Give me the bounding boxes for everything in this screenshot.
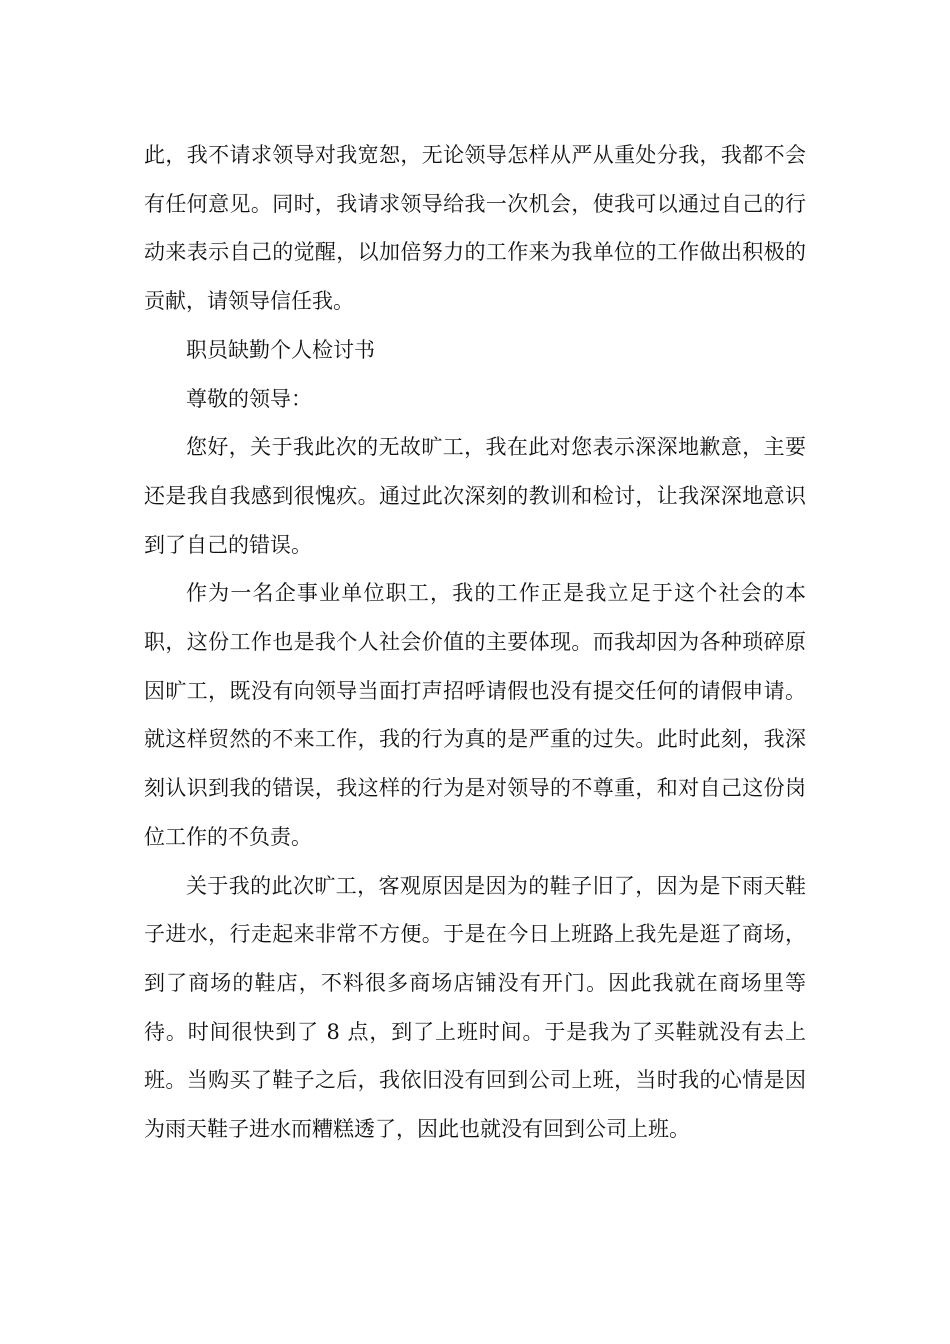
paragraph-apology: 您好，关于我此次的无故旷工，我在此对您表示深深地歉意，主要还是我自我感到很愧疚。通过此次深刻的教训和检讨，让我深深地意识到了自己的错误。	[144, 435, 806, 557]
paragraph-reason: 关于我的此次旷工，客观原因是因为的鞋子旧了，因为是下雨天鞋子进水，行走起来非常不方便。于是在今日上班路上我先是逛了商场，到了商场的鞋店，不料很多商场店铺没有开门。因此我就在商场里等待。时间很快到了 8 点，到了上班时间。于是我为了买鞋就没有去上班。当购买了鞋子之后，我依旧没有回到公司上班，当时我的心情是因为雨天鞋子进水而糟糕透了，因此也就没有回到公司上班。	[144, 873, 806, 1142]
paragraph-reflection: 作为一名企事业单位职工，我的工作正是我立足于这个社会的本职，这份工作也是我个人社会价值的主要体现。而我却因为各种琐碎原因旷工，既没有向领导当面打声招呼请假也没有提交任何的请假申请。就这样贸然的不来工作，我的行为真的是严重的过失。此时此刻，我深刻认识到我的错误，我这样的行为是对领导的不尊重，和对自己这份岗位工作的不负责。	[144, 581, 806, 849]
salutation: 尊敬的领导：	[186, 386, 312, 411]
document-body	[144, 131, 806, 1154]
paragraph-continuation: 此，我不请求领导对我宽恕，无论领导怎样从严从重处分我，我都不会有任何意见。同时，我请求领导给我一次机会，使我可以通过自己的行动来表示自己的觉醒，以加倍努力的工作来为我单位的工作做出积极的贡献，请领导信任我。	[144, 143, 806, 314]
letter-title: 职员缺勤个人检讨书	[186, 337, 375, 362]
